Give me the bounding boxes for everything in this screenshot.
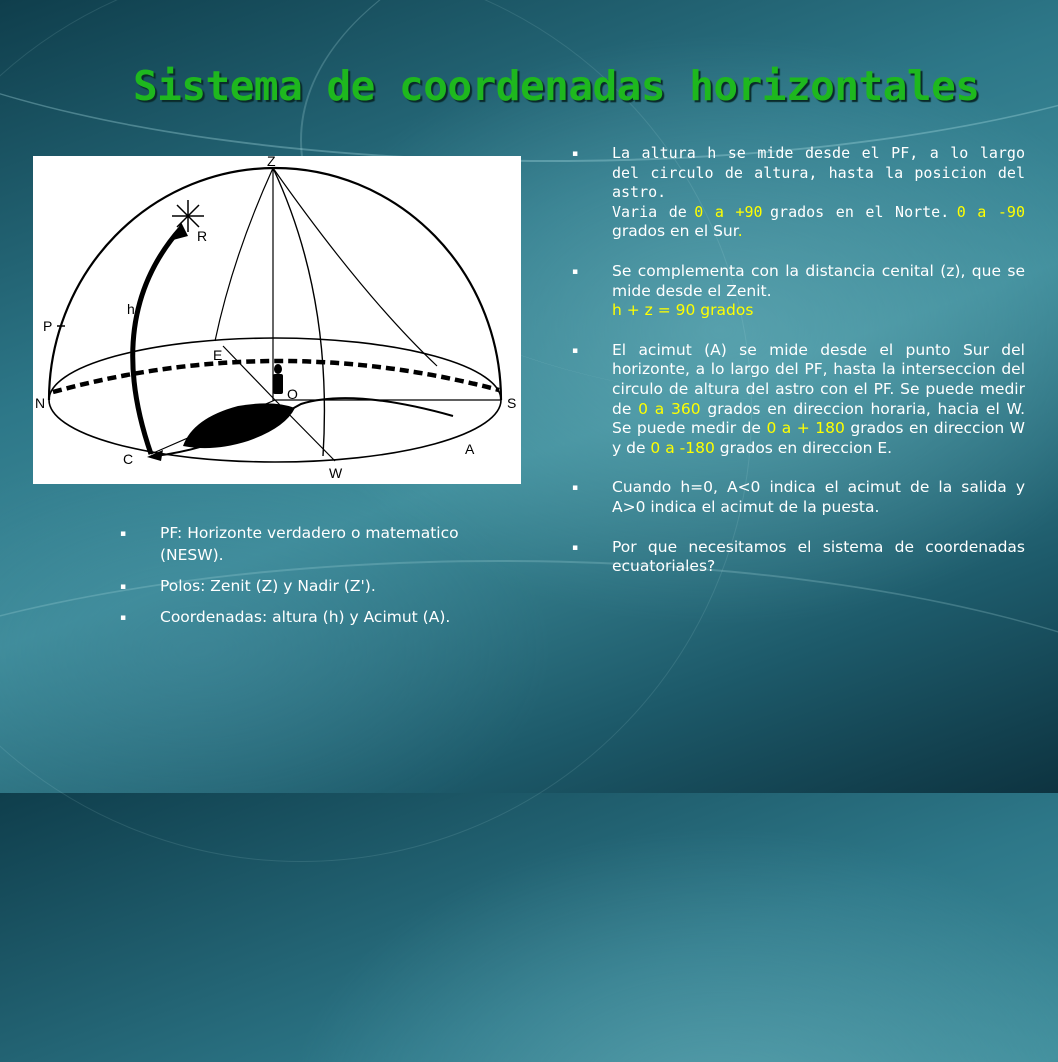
- range-highlight: 0 a -180: [650, 438, 715, 457]
- dome-outline: [49, 168, 501, 400]
- label-c: C: [123, 451, 134, 467]
- label-s: S: [507, 395, 517, 411]
- list-item: [120, 575, 500, 597]
- range-highlight: 0 a -90: [956, 202, 1025, 221]
- bullet-text: La altura h se mide desde el PF, a lo largo del circulo de altura, hasta la posicion del astro.: [612, 144, 1025, 202]
- range-highlight: 0 a 360: [638, 399, 701, 418]
- list-item: [572, 261, 1025, 321]
- list-item: [572, 340, 1025, 459]
- altitude-arc: [133, 228, 181, 454]
- slide-title: Sistema de coordenadas horizontales: [133, 62, 980, 110]
- label-a: A: [465, 441, 475, 457]
- square-bullet-icon: ▪: [572, 345, 579, 356]
- list-item: [572, 478, 1025, 517]
- square-bullet-icon: ▪: [120, 582, 127, 592]
- list-item: [120, 606, 500, 628]
- label-o: O: [287, 386, 298, 402]
- bullet-text: Varia de: [612, 202, 687, 221]
- formula-highlight: h + z = 90 grados: [612, 301, 754, 320]
- square-bullet-icon: ▪: [120, 613, 127, 623]
- range-highlight: 0 a + 180: [766, 419, 845, 438]
- bullet-text: grados en el Sur: [612, 222, 738, 241]
- range-highlight: 0 a +90: [694, 202, 763, 221]
- label-p: P: [43, 318, 53, 334]
- label-h: h: [127, 301, 135, 317]
- label-e: E: [213, 347, 223, 363]
- list-item: [572, 537, 1025, 577]
- meridian-arc: [273, 168, 437, 366]
- bullet-text: Polos: Zenit (Z) y Nadir (Z').: [160, 577, 376, 595]
- square-bullet-icon: ▪: [572, 149, 579, 159]
- left-bullet-list: [120, 522, 500, 637]
- bullet-text: grados en direccion horaria, hacia el W. Se puede medir de: [612, 399, 1025, 438]
- bullet-text: Cuando h=0, A<0 indica el acimut de la salida y A>0 indica el acimut de la puesta.: [612, 478, 1025, 516]
- label-w: W: [329, 465, 343, 481]
- right-bullet-list: [572, 144, 1025, 597]
- bullet-text: Se complementa con la distancia cenital (z), que se mide desde el Zenit.: [612, 261, 1025, 300]
- celestial-sphere-figure: [33, 156, 521, 484]
- observer-shadow: [183, 403, 295, 448]
- bullet-text: Por que necesitamos el sistema de coordenadas ecuatoriales?: [612, 537, 1025, 576]
- bullet-text: .: [737, 222, 743, 241]
- line-o-e: [223, 346, 275, 400]
- list-item: [120, 522, 500, 566]
- meridian-arc: [215, 168, 273, 341]
- square-bullet-icon: ▪: [572, 266, 579, 277]
- horizontal-coordinates-diagram: [33, 156, 521, 484]
- square-bullet-icon: ▪: [120, 529, 127, 539]
- bullet-text: grados en direccion E.: [719, 438, 893, 457]
- observer-body: [273, 374, 283, 394]
- background-swoosh: [0, 560, 1058, 1062]
- list-item: [572, 144, 1025, 242]
- bullet-text: El acimut (A) se mide desde el punto Sur del horizonte, a lo largo del PF, hasta la interseccion del circulo de altura del astro con el PF. Se puede medir de: [612, 340, 1025, 418]
- bullet-text: grados en el Norte.: [770, 202, 950, 221]
- bullet-text: PF: Horizonte verdadero o matematico (NESW).: [160, 524, 459, 564]
- square-bullet-icon: ▪: [572, 483, 579, 494]
- bullet-text: Coordenadas: altura (h) y Acimut (A).: [160, 608, 451, 626]
- observer-head: [274, 364, 282, 374]
- label-r: R: [197, 228, 208, 244]
- square-bullet-icon: ▪: [572, 542, 579, 553]
- label-n: N: [35, 395, 46, 411]
- label-z: Z: [267, 156, 276, 169]
- bullet-text: grados en direccion W y de: [612, 419, 1025, 457]
